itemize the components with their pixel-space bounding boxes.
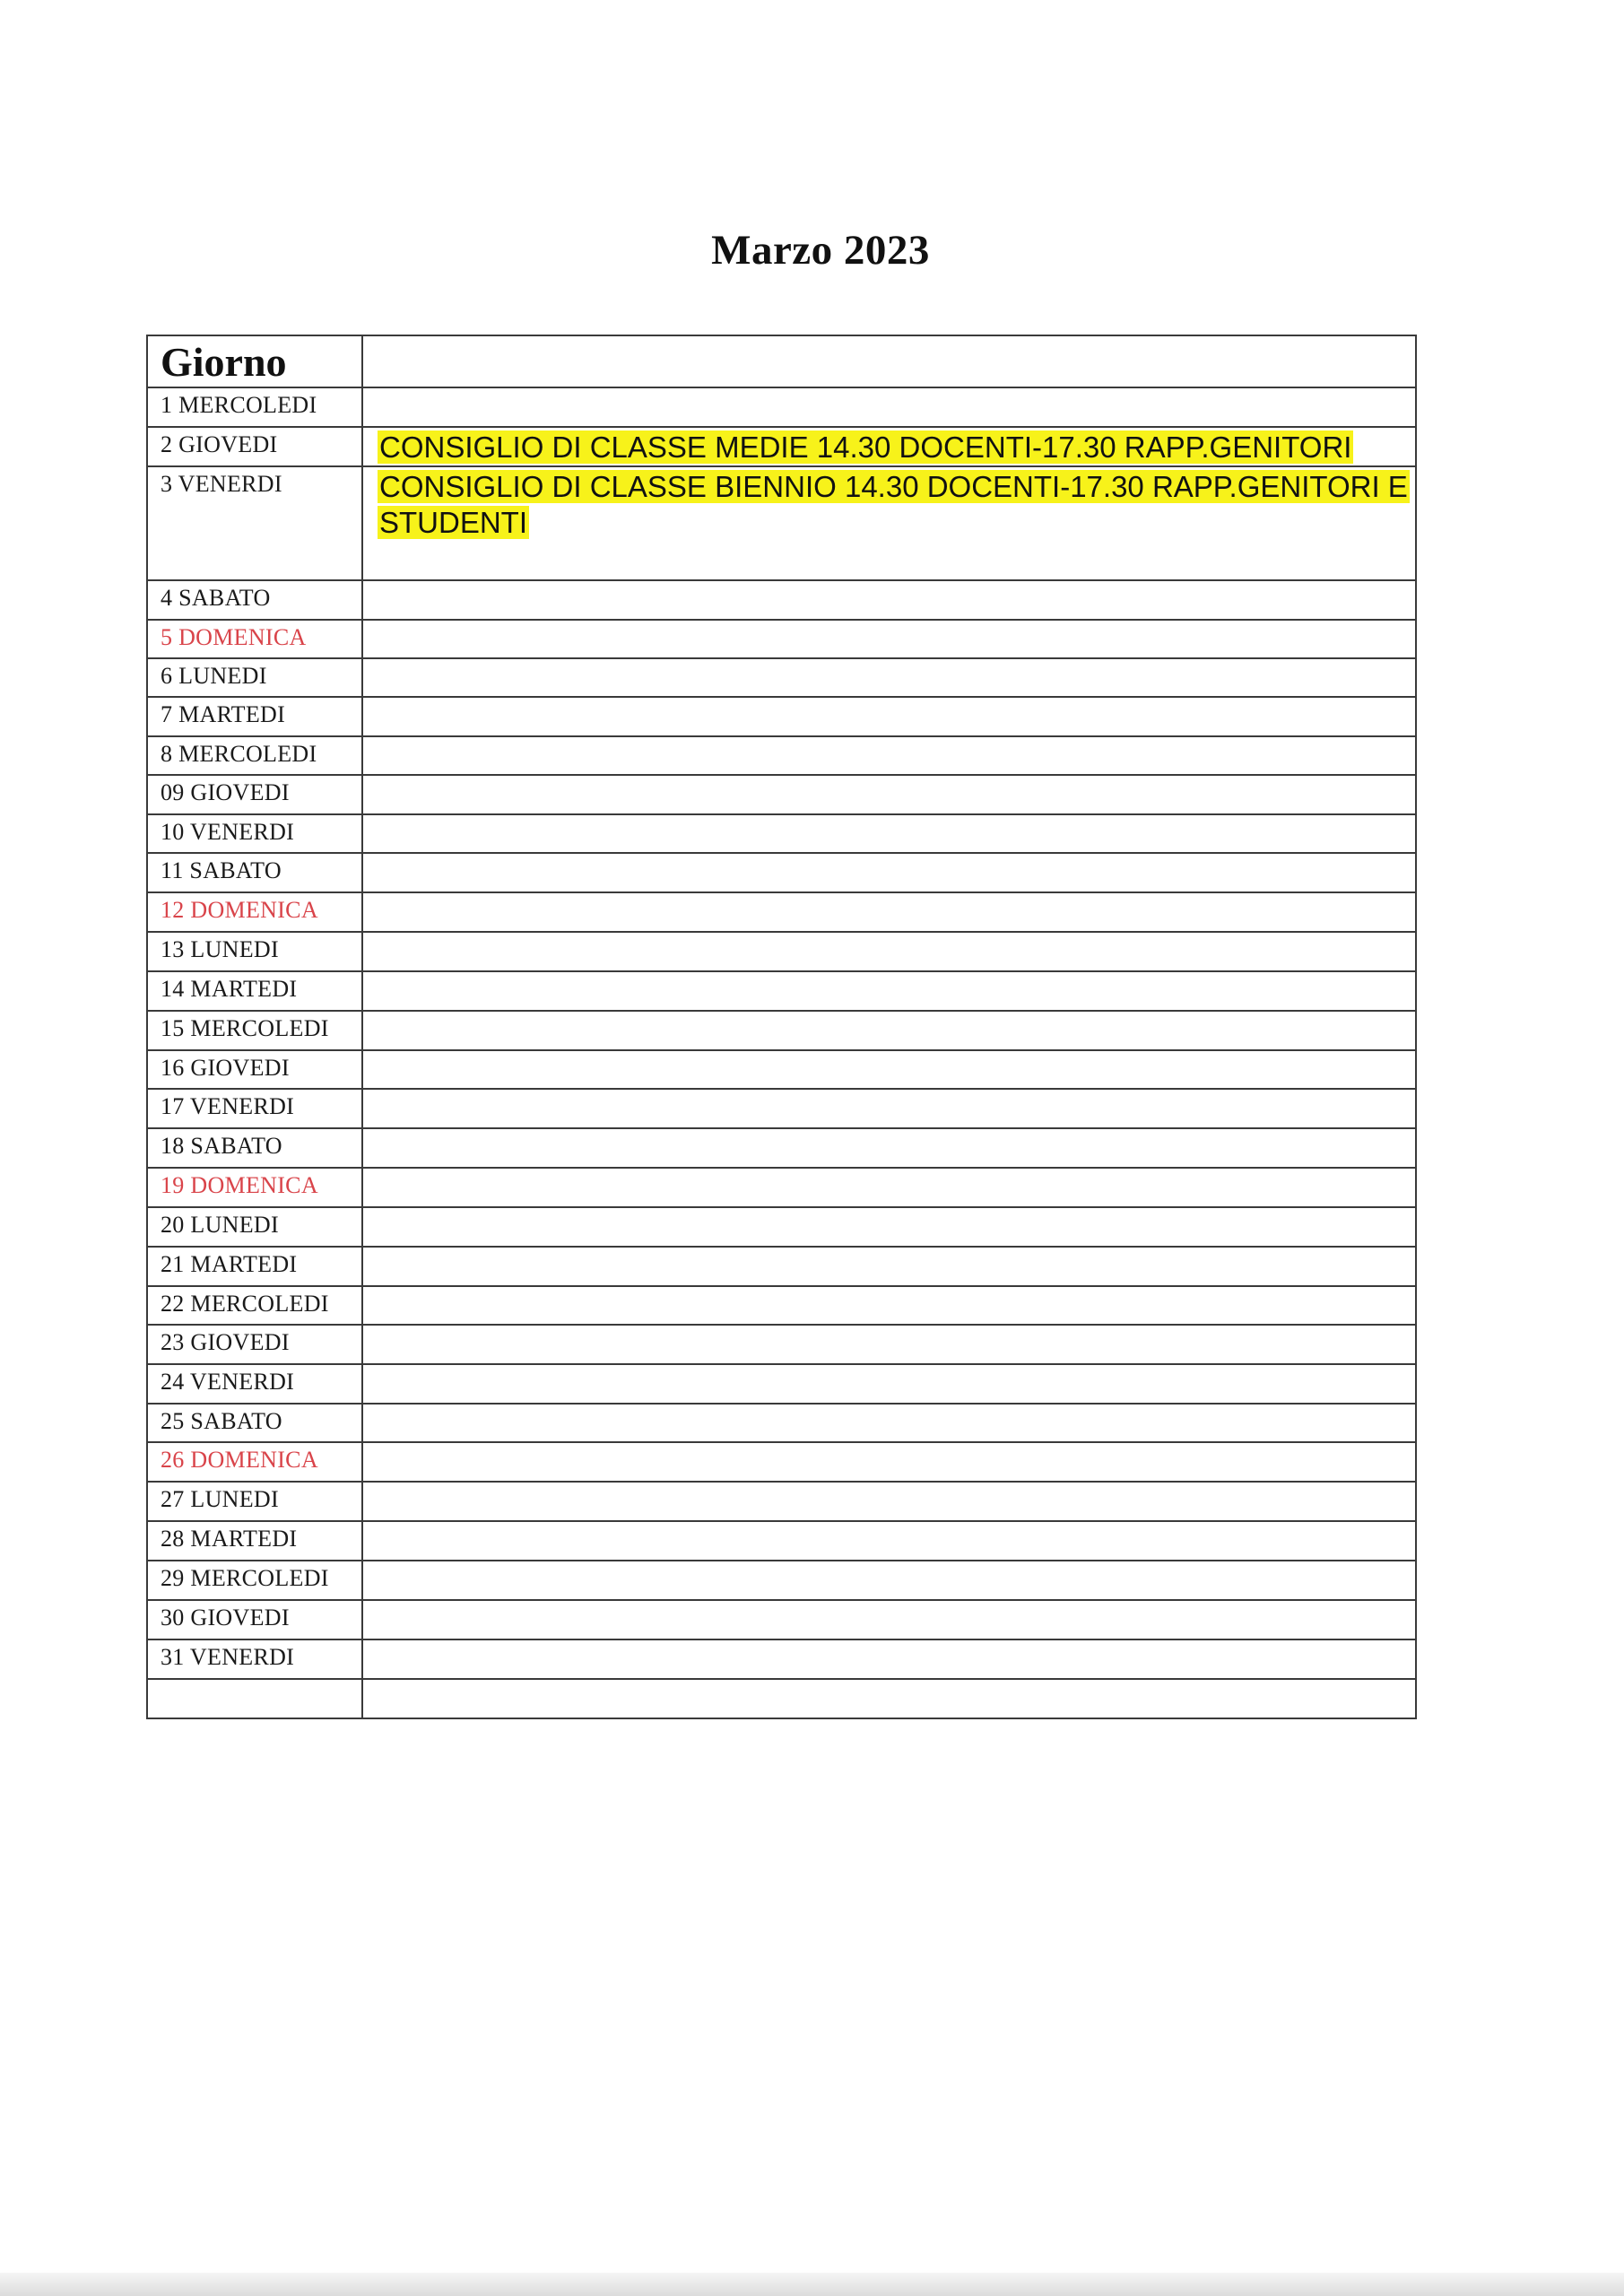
day-cell: 17 VENERDI: [147, 1089, 362, 1128]
event-cell: [362, 1404, 1416, 1442]
table-row: [147, 1679, 1416, 1718]
event-text: CONSIGLIO DI CLASSE BIENNIO 14.30 DOCENTI-17.30 RAPP.GENITORI E STUDENTI: [379, 470, 1408, 539]
table-row: [147, 1482, 1416, 1521]
table-row: [147, 1442, 1416, 1482]
day-cell: 21 MARTEDI: [147, 1247, 362, 1286]
table-row: [147, 466, 1416, 580]
event-cell: [362, 620, 1416, 658]
event-cell: [362, 814, 1416, 853]
day-cell: 09 GIOVEDI: [147, 775, 362, 814]
table-row: [147, 1247, 1416, 1286]
table-row: [147, 427, 1416, 466]
event-cell: [362, 1247, 1416, 1286]
table-row: [147, 736, 1416, 775]
event-cell: [362, 466, 1416, 580]
table-row: [147, 892, 1416, 932]
event-cell: [362, 736, 1416, 775]
table-row: [147, 1207, 1416, 1247]
table-row: [147, 1325, 1416, 1364]
header-event: [362, 335, 1416, 387]
day-cell: 4 SABATO: [147, 580, 362, 620]
table-row: [147, 971, 1416, 1011]
day-cell: 1 MERCOLEDI: [147, 387, 362, 427]
event-cell: [362, 1207, 1416, 1247]
event-cell: [362, 1561, 1416, 1600]
event-cell: [362, 1639, 1416, 1679]
table-row: [147, 620, 1416, 658]
event-cell: [362, 1521, 1416, 1561]
table-row: [147, 387, 1416, 427]
day-cell: [147, 1679, 362, 1718]
table-row: [147, 775, 1416, 814]
event-cell: [362, 1442, 1416, 1482]
calendar-body: [147, 335, 1416, 1718]
day-cell: 15 MERCOLEDI: [147, 1011, 362, 1050]
day-cell: 28 MARTEDI: [147, 1521, 362, 1561]
table-row: [147, 1561, 1416, 1600]
event-cell: [362, 658, 1416, 697]
page-title: Marzo 2023: [711, 227, 930, 274]
day-cell: 16 GIOVEDI: [147, 1050, 362, 1089]
table-row: [147, 1364, 1416, 1404]
day-cell: 27 LUNEDI: [147, 1482, 362, 1521]
header-day: Giorno: [147, 335, 362, 387]
table-row: [147, 580, 1416, 620]
day-cell: 5 DOMENICA: [147, 620, 362, 658]
event-cell: [362, 932, 1416, 971]
event-cell: [362, 1128, 1416, 1168]
table-row: [147, 658, 1416, 697]
table-header-row: [147, 335, 1416, 387]
day-cell: 29 MERCOLEDI: [147, 1561, 362, 1600]
event-cell: [362, 1325, 1416, 1364]
day-cell: 19 DOMENICA: [147, 1168, 362, 1207]
table-row: [147, 1639, 1416, 1679]
day-cell: 30 GIOVEDI: [147, 1600, 362, 1639]
event-text: CONSIGLIO DI CLASSE MEDIE 14.30 DOCENTI-17.30 RAPP.GENITORI: [379, 430, 1352, 464]
event-cell: [362, 1364, 1416, 1404]
table-row: [147, 814, 1416, 853]
calendar-table: [146, 335, 1417, 1719]
day-cell: 14 MARTEDI: [147, 971, 362, 1011]
day-cell: 26 DOMENICA: [147, 1442, 362, 1482]
table-row: [147, 1011, 1416, 1050]
day-cell: 3 VENERDI: [147, 466, 362, 580]
table-row: [147, 1168, 1416, 1207]
event-cell: [362, 892, 1416, 932]
event-cell: [362, 697, 1416, 736]
day-cell: 24 VENERDI: [147, 1364, 362, 1404]
event-cell: [362, 971, 1416, 1011]
event-cell: [362, 427, 1416, 466]
day-cell: 13 LUNEDI: [147, 932, 362, 971]
event-cell: [362, 775, 1416, 814]
day-cell: 10 VENERDI: [147, 814, 362, 853]
event-cell: [362, 1482, 1416, 1521]
day-cell: 6 LUNEDI: [147, 658, 362, 697]
event-cell: [362, 853, 1416, 892]
event-cell: [362, 1600, 1416, 1639]
table-row: [147, 932, 1416, 971]
table-row: [147, 1404, 1416, 1442]
day-cell: 8 MERCOLEDI: [147, 736, 362, 775]
event-cell: [362, 580, 1416, 620]
event-cell: [362, 1050, 1416, 1089]
table-row: [147, 1286, 1416, 1325]
event-cell: [362, 1286, 1416, 1325]
event-cell: [362, 1679, 1416, 1718]
day-cell: 22 MERCOLEDI: [147, 1286, 362, 1325]
table-row: [147, 1050, 1416, 1089]
event-cell: [362, 387, 1416, 427]
table-row: [147, 853, 1416, 892]
day-cell: 2 GIOVEDI: [147, 427, 362, 466]
day-cell: 7 MARTEDI: [147, 697, 362, 736]
event-cell: [362, 1168, 1416, 1207]
day-cell: 23 GIOVEDI: [147, 1325, 362, 1364]
event-cell: [362, 1089, 1416, 1128]
table-row: [147, 697, 1416, 736]
event-cell: [362, 1011, 1416, 1050]
table-row: [147, 1521, 1416, 1561]
scan-edge: [0, 2273, 1624, 2296]
day-cell: 31 VENERDI: [147, 1639, 362, 1679]
day-cell: 12 DOMENICA: [147, 892, 362, 932]
day-cell: 11 SABATO: [147, 853, 362, 892]
day-cell: 25 SABATO: [147, 1404, 362, 1442]
day-cell: 20 LUNEDI: [147, 1207, 362, 1247]
table-row: [147, 1600, 1416, 1639]
day-cell: 18 SABATO: [147, 1128, 362, 1168]
table-row: [147, 1089, 1416, 1128]
table-row: [147, 1128, 1416, 1168]
